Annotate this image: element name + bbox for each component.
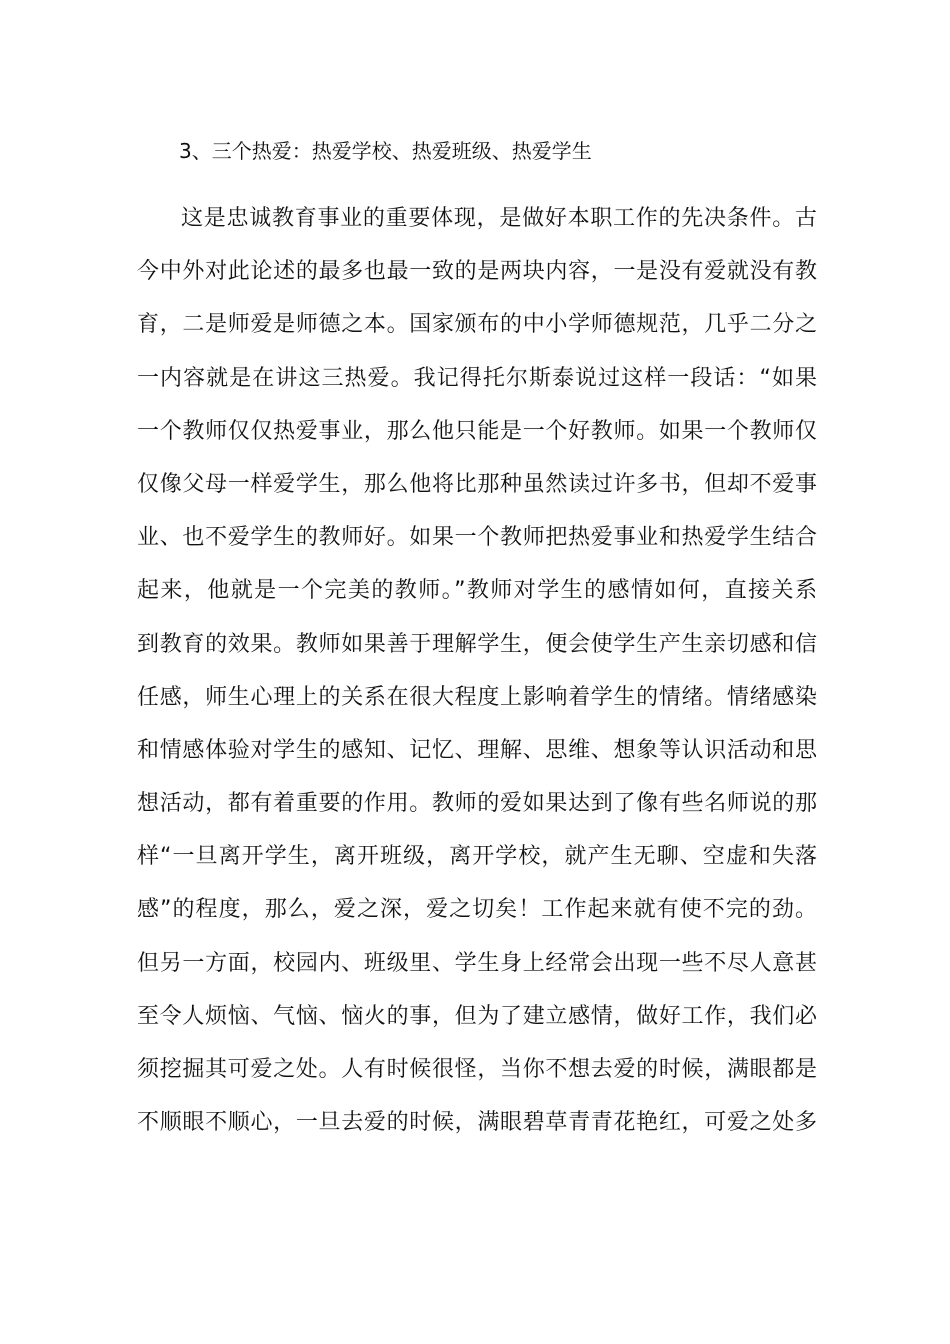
paragraph-line: 想活动，都有着重要的作用。教师的爱如果达到了像有些名师说的那 [137, 791, 817, 817]
body-paragraph [137, 192, 817, 1149]
paragraph-line: 感”的程度，那么，爱之深，爱之切矣！工作起来就有使不完的劲。 [137, 897, 817, 923]
paragraph-line: 须挖掘其可爱之处。人有时候很怪，当你不想去爱的时候，满眼都是 [137, 1057, 817, 1082]
paragraph-line: 今中外对此论述的最多也最一致的是两块内容，一是没有爱就没有教 [137, 259, 817, 285]
paragraph-line: 不顺眼不顺心，一旦去爱的时候，满眼碧草青青花艳红，可爱之处多 [137, 1110, 817, 1136]
paragraph-line: 和情感体验对学生的感知、记忆、理解、思维、想象等认识活动和思 [137, 737, 817, 763]
paragraph-line: 任感，师生心理上的关系在很大程度上影响着学生的情绪。情绪感染 [137, 684, 817, 710]
paragraph-line: 起来，他就是一个完美的教师。”教师对学生的感情如何，直接关系 [137, 578, 817, 604]
paragraph-line: 这是忠诚教育事业的重要体现，是做好本职工作的先决条件。古 [181, 206, 817, 231]
section-heading: 3、三个热爱：热爱学校、热爱班级、热爱学生 [179, 139, 592, 163]
paragraph-line: 业、也不爱学生的教师好。如果一个教师把热爱事业和热爱学生结合 [137, 525, 817, 551]
paragraph-line: 一个教师仅仅热爱事业，那么他只能是一个好教师。如果一个教师仅 [137, 418, 817, 444]
paragraph-line: 到教育的效果。教师如果善于理解学生，便会使学生产生亲切感和信 [137, 631, 817, 657]
paragraph-line: 仅像父母一样爱学生，那么他将比那种虽然读过许多书，但却不爱事 [137, 471, 817, 497]
paragraph-line: 至令人烦恼、气恼、恼火的事，但为了建立感情，做好工作，我们必 [137, 1003, 817, 1029]
paragraph-line: 一内容就是在讲这三热爱。我记得托尔斯泰说过这样一段话：“如果 [137, 365, 817, 391]
paragraph-line: 样“一旦离开学生，离开班级，离开学校，就产生无聊、空虚和失落 [137, 844, 817, 870]
paragraph-line: 但另一方面，校园内、班级里、学生身上经常会出现一些不尽人意甚 [137, 950, 817, 976]
paragraph-line: 育，二是师爱是师德之本。国家颁布的中小学师德规范，几乎二分之 [137, 312, 817, 338]
